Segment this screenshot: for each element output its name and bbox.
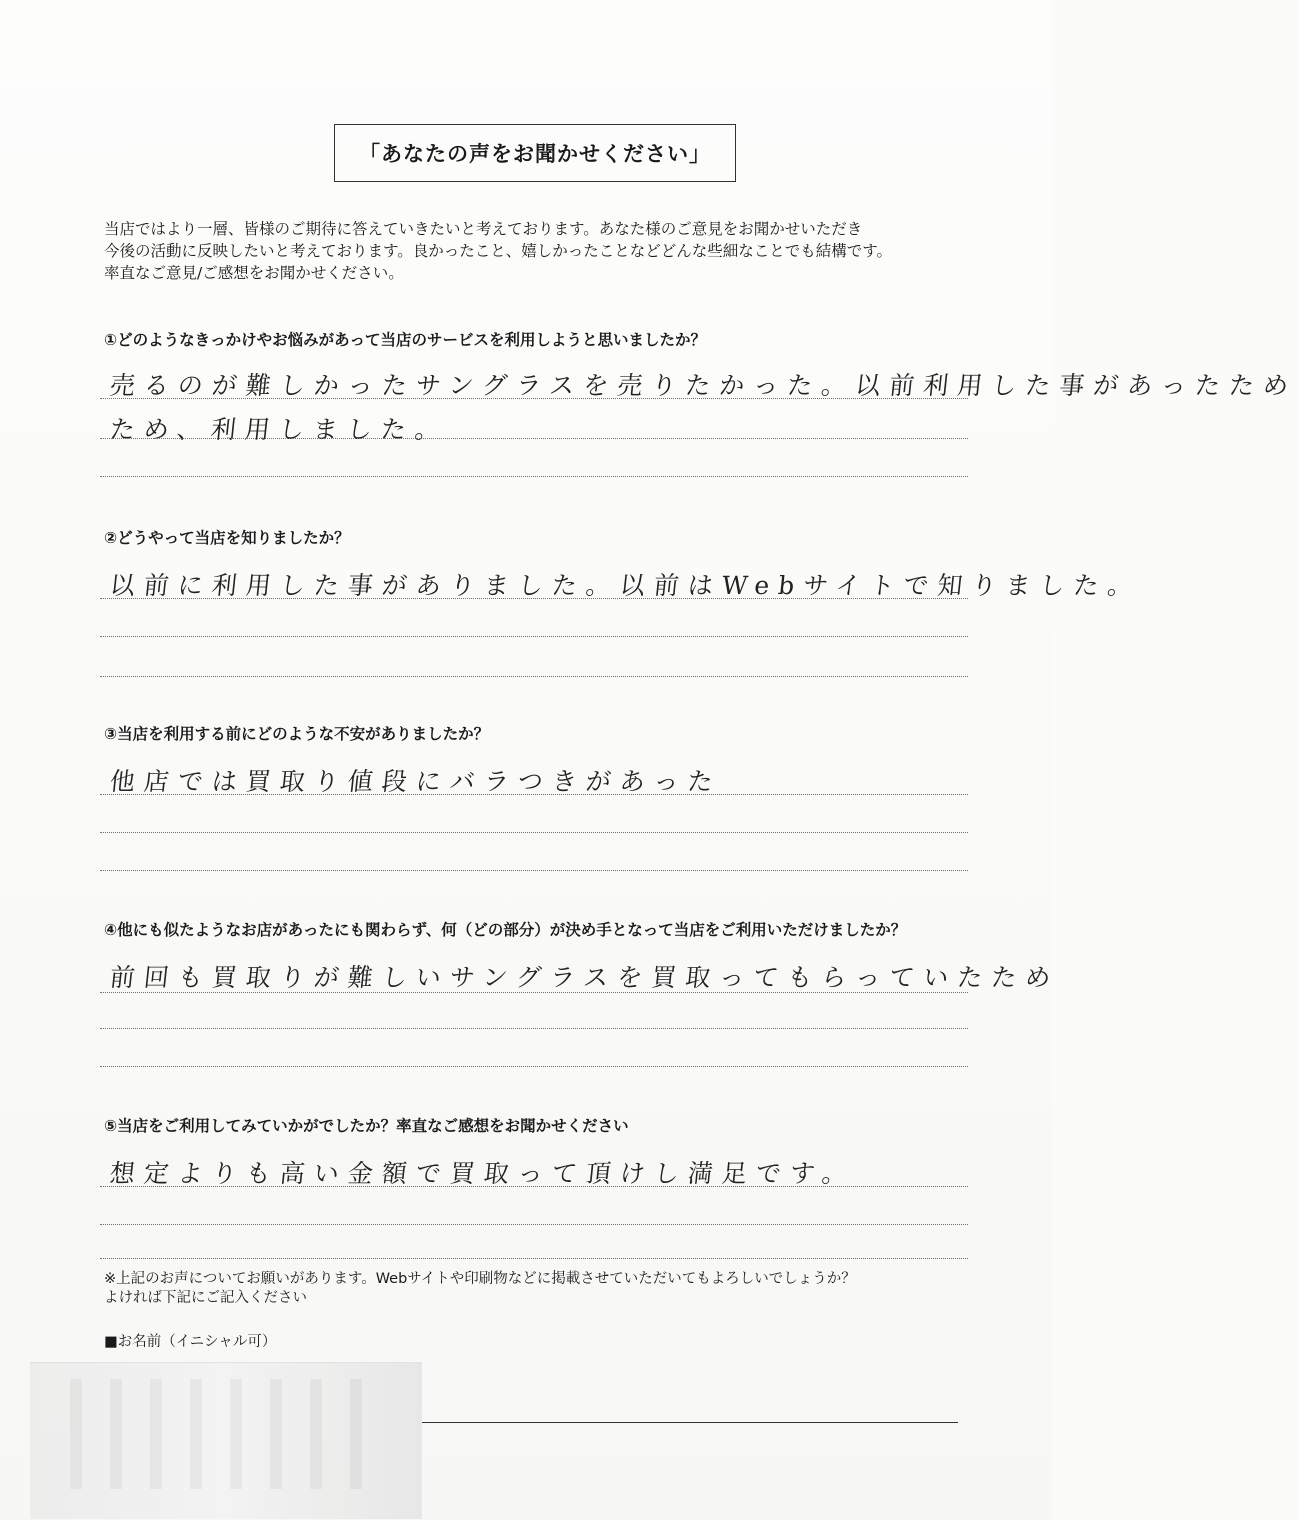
intro-line: 率直なご意見/ご感想をお聞かせください。 [104,264,404,282]
question-4-answer: 前回も買取りが難しいサングラスを買取ってもらっていたため [108,963,1061,992]
note-line: ※上記のお声についてお願いがあります。Webサイトや印刷物などに掲載させていただいてもよろしいでしょうか？ [104,1271,856,1287]
name-label: ■お名前（イニシャル可） [104,1334,277,1350]
intro-line: 当店ではより一層、皆様のご期待に答えていきたいと考えております。あなた様のご意見をお聞かせいただき [104,220,863,238]
question-5-label: ⑤当店をご利用してみていかがでしたか？率直なご感想をお聞かせください [104,1117,629,1135]
question-4-label: ④他にも似たようなお店があったにも関わらず、何（どの部分）が決め手となって当店をご利用いただけましたか？ [104,921,907,939]
page-title: 「あなたの声をお聞かせください」 [334,124,736,182]
question-5-answer: 想定よりも高い金額で買取って頂けし満足です。 [108,1159,858,1188]
answer-rule [100,676,968,677]
name-field[interactable] [422,1422,958,1423]
answer-rule [100,794,968,795]
answer-rule [100,476,968,477]
answer-rule [100,870,968,871]
answer-rule [100,438,968,439]
question-2-answer: 以前に利用した事がありました。以前はWebサイトで知りました。 [108,571,1144,600]
answer-rule [100,1224,968,1225]
answer-rule [100,636,968,637]
note-line: よければ下記にご記入ください [104,1290,307,1306]
question-1-answer-line-2: ため、利用しました。 [108,415,451,444]
question-2-label: ②どうやって当店を知りましたか？ [104,529,350,547]
answer-rule [100,1258,968,1259]
answer-rule [100,598,968,599]
intro-line: 今後の活動に反映したいと考えております。良かったこと、嬉しかったことなどどんな些細なことでも結構です。 [104,242,893,260]
question-3-answer: 他店では買取り値段にバラつきがあった [108,767,724,796]
question-3-label: ③当店を利用する前にどのような不安がありましたか？ [104,725,490,743]
question-1-label: ①どのようなきっかけやお悩みがあって当店のサービスを利用しようと思いましたか？ [104,331,706,349]
covering-sticker [30,1362,422,1519]
answer-rule [100,1028,968,1029]
answer-rule [100,992,968,993]
answer-rule [100,832,968,833]
answer-rule [100,1186,968,1187]
question-1-answer-line-1: 売るのが難しかったサングラスを売りたかった。以前利用した事があったため [108,371,1299,400]
publication-request-note [104,1270,856,1308]
answer-rule [100,398,968,399]
answer-rule [100,1066,968,1067]
intro-text [104,218,984,284]
